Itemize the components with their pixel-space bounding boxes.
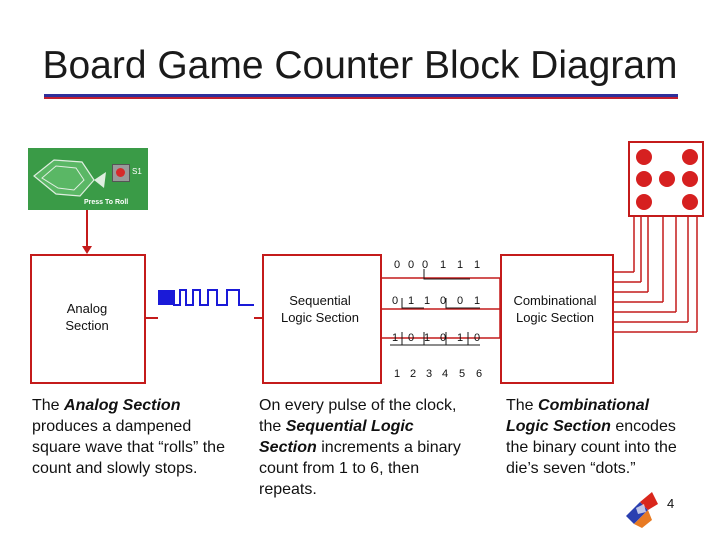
description-text: The [506, 397, 539, 414]
bit: 1 [473, 259, 481, 271]
description-emphasis: Sequential Logic Section [259, 418, 414, 456]
die-dot [636, 194, 652, 210]
description-emphasis: Analog Section [64, 397, 181, 414]
square-wave [174, 290, 254, 305]
bit: 0 [473, 332, 481, 344]
description-text: The [32, 397, 65, 414]
push-button-cap [116, 168, 125, 177]
bit: 0 [393, 259, 401, 271]
description-text: On every pulse of the clock, the [259, 397, 457, 435]
description-text: increments a binary count from 1 to 6, then repeats. [259, 439, 461, 498]
count-label: 1 [393, 368, 401, 380]
count-label: 5 [458, 368, 466, 380]
bit: 0 [407, 259, 415, 271]
wire-arrowhead [82, 246, 92, 254]
bit: 0 [456, 295, 464, 307]
die-face [628, 141, 704, 217]
sequential-description [259, 395, 474, 500]
bit: 0 [391, 295, 399, 307]
count-label: 4 [441, 368, 449, 380]
bit: 0 [421, 259, 429, 271]
die-dot [659, 171, 675, 187]
die-dot [636, 171, 652, 187]
count-label: 6 [475, 368, 483, 380]
die-dot [682, 171, 698, 187]
bit: 1 [456, 259, 464, 271]
count-label: 2 [409, 368, 417, 380]
description-text: encodes the binary count into the die’s seven “dots.” [506, 418, 677, 477]
switch-label: S1 [132, 167, 142, 176]
bit: 0 [439, 332, 447, 344]
bit-box-outlines [390, 269, 480, 345]
bit: 1 [456, 332, 464, 344]
bit: 0 [439, 295, 447, 307]
bit: 0 [407, 332, 415, 344]
combinational-description [506, 395, 686, 479]
die-dot [636, 149, 652, 165]
slide-title: Board Game Counter Block Diagram [42, 44, 678, 87]
bit: 1 [423, 332, 431, 344]
page-number: 4 [667, 496, 675, 511]
description-emphasis: Combinational Logic Section [506, 397, 650, 435]
analog-description [32, 395, 232, 479]
bit: 1 [407, 295, 415, 307]
analog-section-label: Analog Section [65, 301, 109, 333]
combinational-logic-label: Combinational Logic Section [513, 293, 597, 325]
press-to-roll-label: Press To Roll [84, 199, 129, 206]
die-dot [682, 194, 698, 210]
count-label: 3 [425, 368, 433, 380]
bit: 1 [473, 295, 481, 307]
waveform-burst [158, 290, 174, 305]
logo-icon [622, 490, 662, 530]
bit: 1 [439, 259, 447, 271]
bit: 1 [391, 332, 399, 344]
bit: 1 [423, 295, 431, 307]
die-dot [682, 149, 698, 165]
pcb-board-photo [28, 148, 148, 210]
description-text: produces a dampened square wave that “rolls” the count and slowly stops. [32, 418, 225, 477]
sequential-logic-label: Sequential Logic Section [280, 293, 360, 325]
